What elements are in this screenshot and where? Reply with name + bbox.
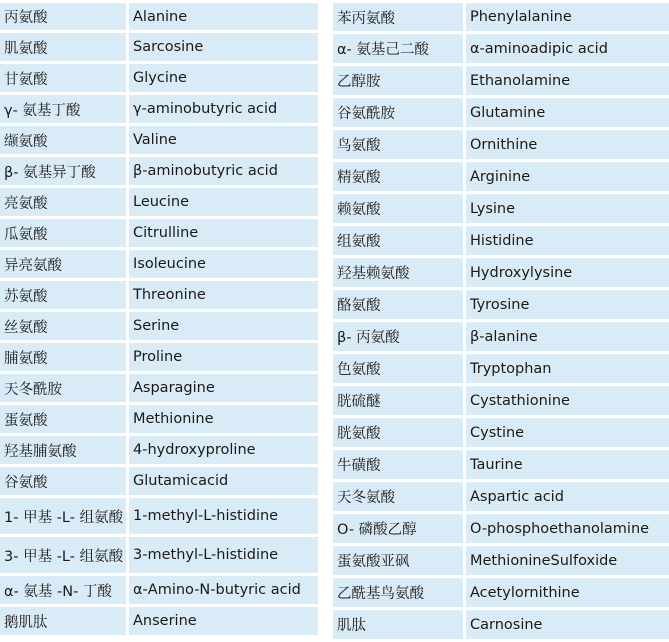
table-row xyxy=(333,226,669,255)
table-row xyxy=(0,405,318,433)
english-name-cell: MethionineSulfoxide xyxy=(463,546,669,575)
chinese-name-cell: β- 丙氨酸 xyxy=(333,322,463,351)
english-name-cell: Histidine xyxy=(463,226,669,255)
table-row xyxy=(333,258,669,287)
chinese-name-cell: 3- 甲基 -L- 组氨酸 xyxy=(0,537,126,573)
table-row xyxy=(333,546,669,575)
english-name-cell: α-aminoadipic acid xyxy=(463,34,669,63)
english-name-cell: Valine xyxy=(126,126,318,154)
english-name-cell: Cystathionine xyxy=(463,386,669,415)
table-row xyxy=(0,343,318,371)
chinese-name-cell: β- 氨基异丁酸 xyxy=(0,157,126,185)
english-name-cell: Cystine xyxy=(463,418,669,447)
chinese-name-cell: γ- 氨基丁酸 xyxy=(0,95,126,123)
english-name-cell: Lysine xyxy=(463,194,669,223)
english-name-cell: Tyrosine xyxy=(463,290,669,319)
english-name-cell: Taurine xyxy=(463,450,669,479)
chinese-name-cell: 天冬酰胺 xyxy=(0,374,126,402)
table-row xyxy=(333,130,669,159)
table-row xyxy=(0,157,318,185)
table-row xyxy=(0,188,318,216)
chinese-name-cell: 乙酰基鸟氨酸 xyxy=(333,578,463,607)
table-row xyxy=(0,33,318,61)
english-name-cell: 4-hydroxyproline xyxy=(126,436,318,464)
table-row xyxy=(333,578,669,607)
chinese-name-cell: 乙醇胺 xyxy=(333,66,463,95)
chinese-name-cell: 羟基脯氨酸 xyxy=(0,436,126,464)
table-row xyxy=(333,386,669,415)
chinese-name-cell: 丙氨酸 xyxy=(0,3,126,30)
english-name-cell: Alanine xyxy=(126,3,318,30)
english-name-cell: 3-methyl-L-histidine xyxy=(126,537,318,573)
table-row xyxy=(0,576,318,604)
table-row xyxy=(0,126,318,154)
chinese-name-cell: 赖氨酸 xyxy=(333,194,463,223)
english-name-cell: O-phosphoethanolamine xyxy=(463,514,669,543)
table-row xyxy=(0,312,318,340)
english-name-cell: Leucine xyxy=(126,188,318,216)
table-row xyxy=(333,354,669,383)
chinese-name-cell: 天冬氨酸 xyxy=(333,482,463,511)
chinese-name-cell: α- 氨基己二酸 xyxy=(333,34,463,63)
english-name-cell: Aspartic acid xyxy=(463,482,669,511)
chinese-name-cell: 羟基赖氨酸 xyxy=(333,258,463,287)
table-row xyxy=(0,64,318,92)
chinese-name-cell: 丝氨酸 xyxy=(0,312,126,340)
english-name-cell: α-Amino-N-butyric acid xyxy=(126,576,318,604)
english-name-cell: Glutamicacid xyxy=(126,467,318,495)
english-name-cell: 1-methyl-L-histidine xyxy=(126,498,318,534)
table-row xyxy=(333,290,669,319)
chinese-name-cell: 蛋氨酸 xyxy=(0,405,126,433)
chinese-name-cell: 蛋氨酸亚砜 xyxy=(333,546,463,575)
english-name-cell: β-alanine xyxy=(463,322,669,351)
english-name-cell: Glutamine xyxy=(463,98,669,127)
chinese-name-cell: 肌肽 xyxy=(333,610,463,639)
chinese-name-cell: 缬氨酸 xyxy=(0,126,126,154)
chinese-name-cell: 牛磺酸 xyxy=(333,450,463,479)
english-name-cell: Ethanolamine xyxy=(463,66,669,95)
chinese-name-cell: 脯氨酸 xyxy=(0,343,126,371)
chinese-name-cell: 酪氨酸 xyxy=(333,290,463,319)
chinese-name-cell: 组氨酸 xyxy=(333,226,463,255)
chinese-name-cell: 肌氨酸 xyxy=(0,33,126,61)
table-row xyxy=(0,467,318,495)
table-row xyxy=(0,498,318,534)
table-row xyxy=(0,374,318,402)
english-name-cell: Hydroxylysine xyxy=(463,258,669,287)
table-row xyxy=(0,281,318,309)
table-row xyxy=(333,194,669,223)
table-row xyxy=(333,34,669,63)
english-name-cell: Methionine xyxy=(126,405,318,433)
english-name-cell: β-aminobutyric acid xyxy=(126,157,318,185)
table-row xyxy=(0,3,318,30)
table-row xyxy=(0,537,318,573)
chinese-name-cell: 瓜氨酸 xyxy=(0,219,126,247)
right-table-body xyxy=(333,3,669,639)
chinese-name-cell: 异亮氨酸 xyxy=(0,250,126,278)
chinese-name-cell: 甘氨酸 xyxy=(0,64,126,92)
table-row xyxy=(333,162,669,191)
chinese-name-cell: α- 氨基 -N- 丁酸 xyxy=(0,576,126,604)
table-row xyxy=(0,219,318,247)
chinese-name-cell: 谷氨酰胺 xyxy=(333,98,463,127)
chinese-name-cell: 胱硫醚 xyxy=(333,386,463,415)
chinese-name-cell: 苏氨酸 xyxy=(0,281,126,309)
english-name-cell: Ornithine xyxy=(463,130,669,159)
table-row xyxy=(0,250,318,278)
chinese-name-cell: 鸟氨酸 xyxy=(333,130,463,159)
table-row xyxy=(333,450,669,479)
table-row xyxy=(0,607,318,635)
table-row xyxy=(333,66,669,95)
table-row xyxy=(0,436,318,464)
table-row xyxy=(333,3,669,31)
table-row xyxy=(333,322,669,351)
table-row xyxy=(0,95,318,123)
table-row xyxy=(333,514,669,543)
chinese-name-cell: 谷氨酸 xyxy=(0,467,126,495)
english-name-cell: Anserine xyxy=(126,607,318,635)
english-name-cell: Serine xyxy=(126,312,318,340)
chinese-name-cell: 精氨酸 xyxy=(333,162,463,191)
table-row xyxy=(333,418,669,447)
table-row xyxy=(333,482,669,511)
english-name-cell: γ-aminobutyric acid xyxy=(126,95,318,123)
chinese-name-cell: O- 磷酸乙醇 xyxy=(333,514,463,543)
english-name-cell: Acetylornithine xyxy=(463,578,669,607)
chinese-name-cell: 鹅肌肽 xyxy=(0,607,126,635)
english-name-cell: Tryptophan xyxy=(463,354,669,383)
english-name-cell: Proline xyxy=(126,343,318,371)
english-name-cell: Arginine xyxy=(463,162,669,191)
english-name-cell: Asparagine xyxy=(126,374,318,402)
right-amino-acid-table xyxy=(333,0,669,642)
chinese-name-cell: 苯丙氨酸 xyxy=(333,3,463,31)
chinese-name-cell: 色氨酸 xyxy=(333,354,463,383)
chinese-name-cell: 胱氨酸 xyxy=(333,418,463,447)
english-name-cell: Sarcosine xyxy=(126,33,318,61)
left-amino-acid-table xyxy=(0,0,318,638)
table-row xyxy=(333,98,669,127)
chinese-name-cell: 1- 甲基 -L- 组氨酸 xyxy=(0,498,126,534)
english-name-cell: Isoleucine xyxy=(126,250,318,278)
left-table-body xyxy=(0,3,318,635)
english-name-cell: Glycine xyxy=(126,64,318,92)
english-name-cell: Threonine xyxy=(126,281,318,309)
english-name-cell: Phenylalanine xyxy=(463,3,669,31)
english-name-cell: Carnosine xyxy=(463,610,669,639)
chinese-name-cell: 亮氨酸 xyxy=(0,188,126,216)
english-name-cell: Citrulline xyxy=(126,219,318,247)
